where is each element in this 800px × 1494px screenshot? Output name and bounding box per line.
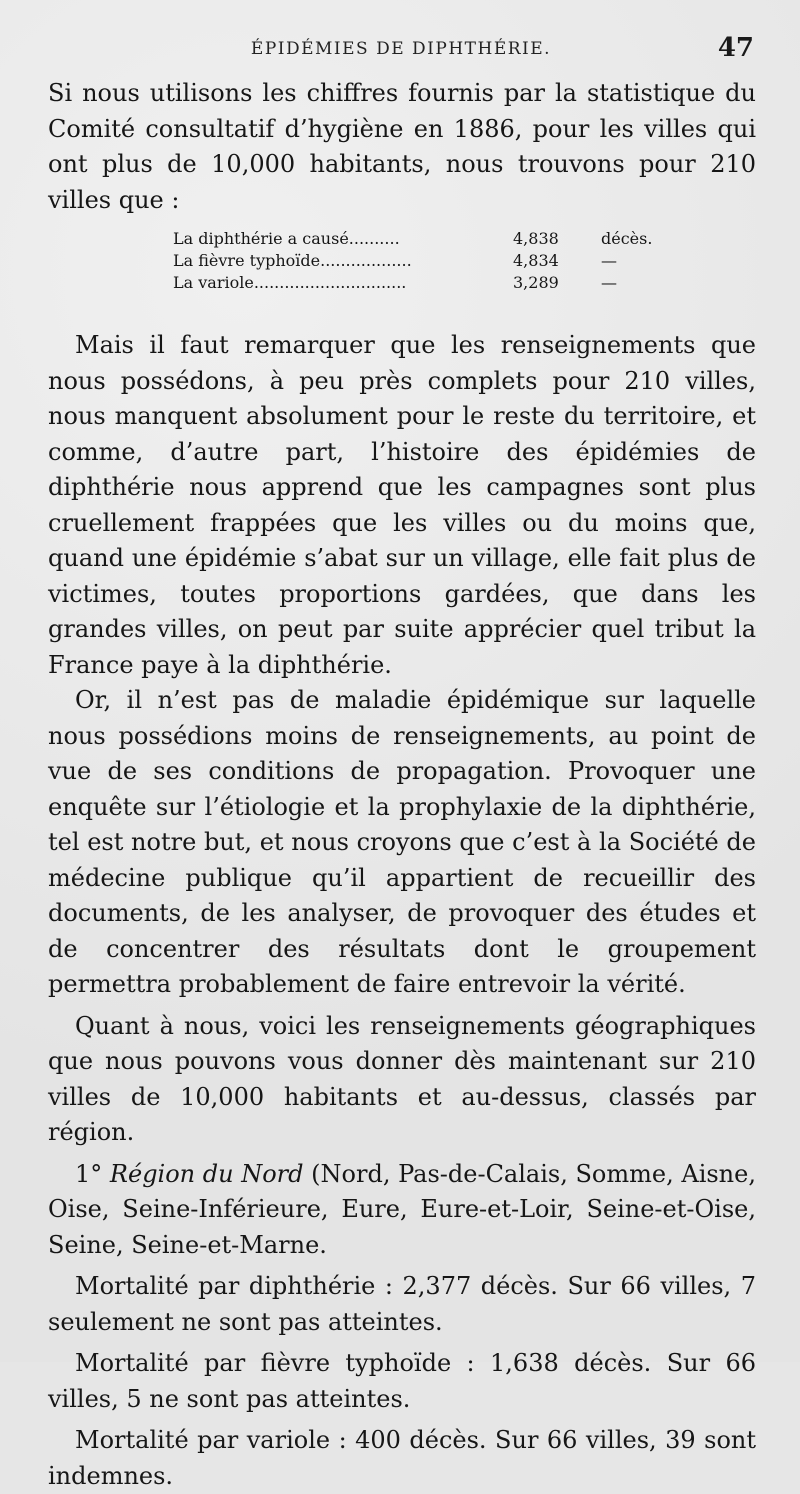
page-number: 47 [717, 33, 754, 63]
page-body [48, 76, 756, 1494]
region-departments: (Nord, Pas-de-Calais, Somme, Aisne, Oise, Seine-Inférieure, Eure, Eure-et-Loir, Seine-et-Oise, Seine, Seine-et-Marne. [48, 1159, 756, 1259]
paragraph-epidemic-inquiry: Or, il n’est pas de maladie épidémique sur laquelle nous possédions moins de renseignements, au point de vue de ses conditions de propagation. Provoquer une enquête sur l’étiologie et la prophylaxie de la diphthérie, tel est notre but, et nous croyons que c’est à la Société de médecine publique qu’il appartient de recueillir des documents, de les analyser, de provoquer des études et de concentrer des résultats dont le groupement permettra probablement de faire entrevoir la vérité. [48, 686, 756, 998]
stats-unit: décès. [601, 229, 653, 248]
paragraph-statistics-intro: Si nous utilisons les chiffres fournis par la statistique du Comité consultatif d’hygiène en 1886, pour les villes qui ont plus de 10,000 habitants, nous trouvons pour 210 villes que : [48, 79, 756, 214]
paragraph-territory: Mais il faut remarquer que les renseignements que nous possédons, à peu près complets pour 210 villes, nous manquent absolument pour le reste du territoire, et comme, d’autre part, l’histoire des épidémies de diphthérie nous apprend que les campagnes sont plus cruellement frappées que les villes ou du moins que, quand une épidémie s’abat sur un village, elle fait plus de victimes, toutes proportions gardées, que dans les grandes villes, on peut par suite apprécier quel tribut la France paye à la diphthérie. [48, 331, 756, 679]
region-number: 1° [75, 1159, 103, 1188]
region-name: Région du Nord [109, 1159, 304, 1188]
stats-row [173, 250, 676, 272]
stats-value: 3,289 [513, 273, 559, 292]
stats-label: La variole.............................. [173, 273, 407, 292]
stats-label: La diphthérie a causé.......... [173, 229, 400, 248]
page-header [48, 33, 754, 71]
running-title: ÉPIDÉMIES DE DIPHTHÉRIE. [250, 39, 552, 59]
stats-value: 4,834 [513, 251, 559, 270]
paragraph-smallpox-mortality: Mortalité par variole : 400 décès. Sur 66 villes, 39 sont indemnes. [48, 1426, 756, 1490]
paragraph-typhoid-mortality: Mortalité par fièvre typhoïde : 1,638 décès. Sur 66 villes, 5 ne sont pas atteintes. [48, 1349, 756, 1413]
stats-label: La fièvre typhoïde.................. [173, 251, 412, 270]
mortality-stats-table [173, 228, 676, 294]
paragraph-diphtheria-mortality: Mortalité par diphthérie : 2,377 décès. Sur 66 villes, 7 seulement ne sont pas atteintes. [48, 1272, 756, 1336]
paragraph-geographic: Quant à nous, voici les renseignements géographiques que nous pouvons vous donner dès maintenant sur 210 villes de 10,000 habitants et au-dessus, classés par région. [48, 1011, 756, 1146]
stats-unit: — [601, 273, 617, 292]
stats-row [173, 228, 676, 250]
stats-unit: — [601, 251, 617, 270]
stats-value: 4,838 [513, 229, 559, 248]
paragraph-region-nord [48, 1157, 756, 1264]
stats-row [173, 272, 676, 294]
